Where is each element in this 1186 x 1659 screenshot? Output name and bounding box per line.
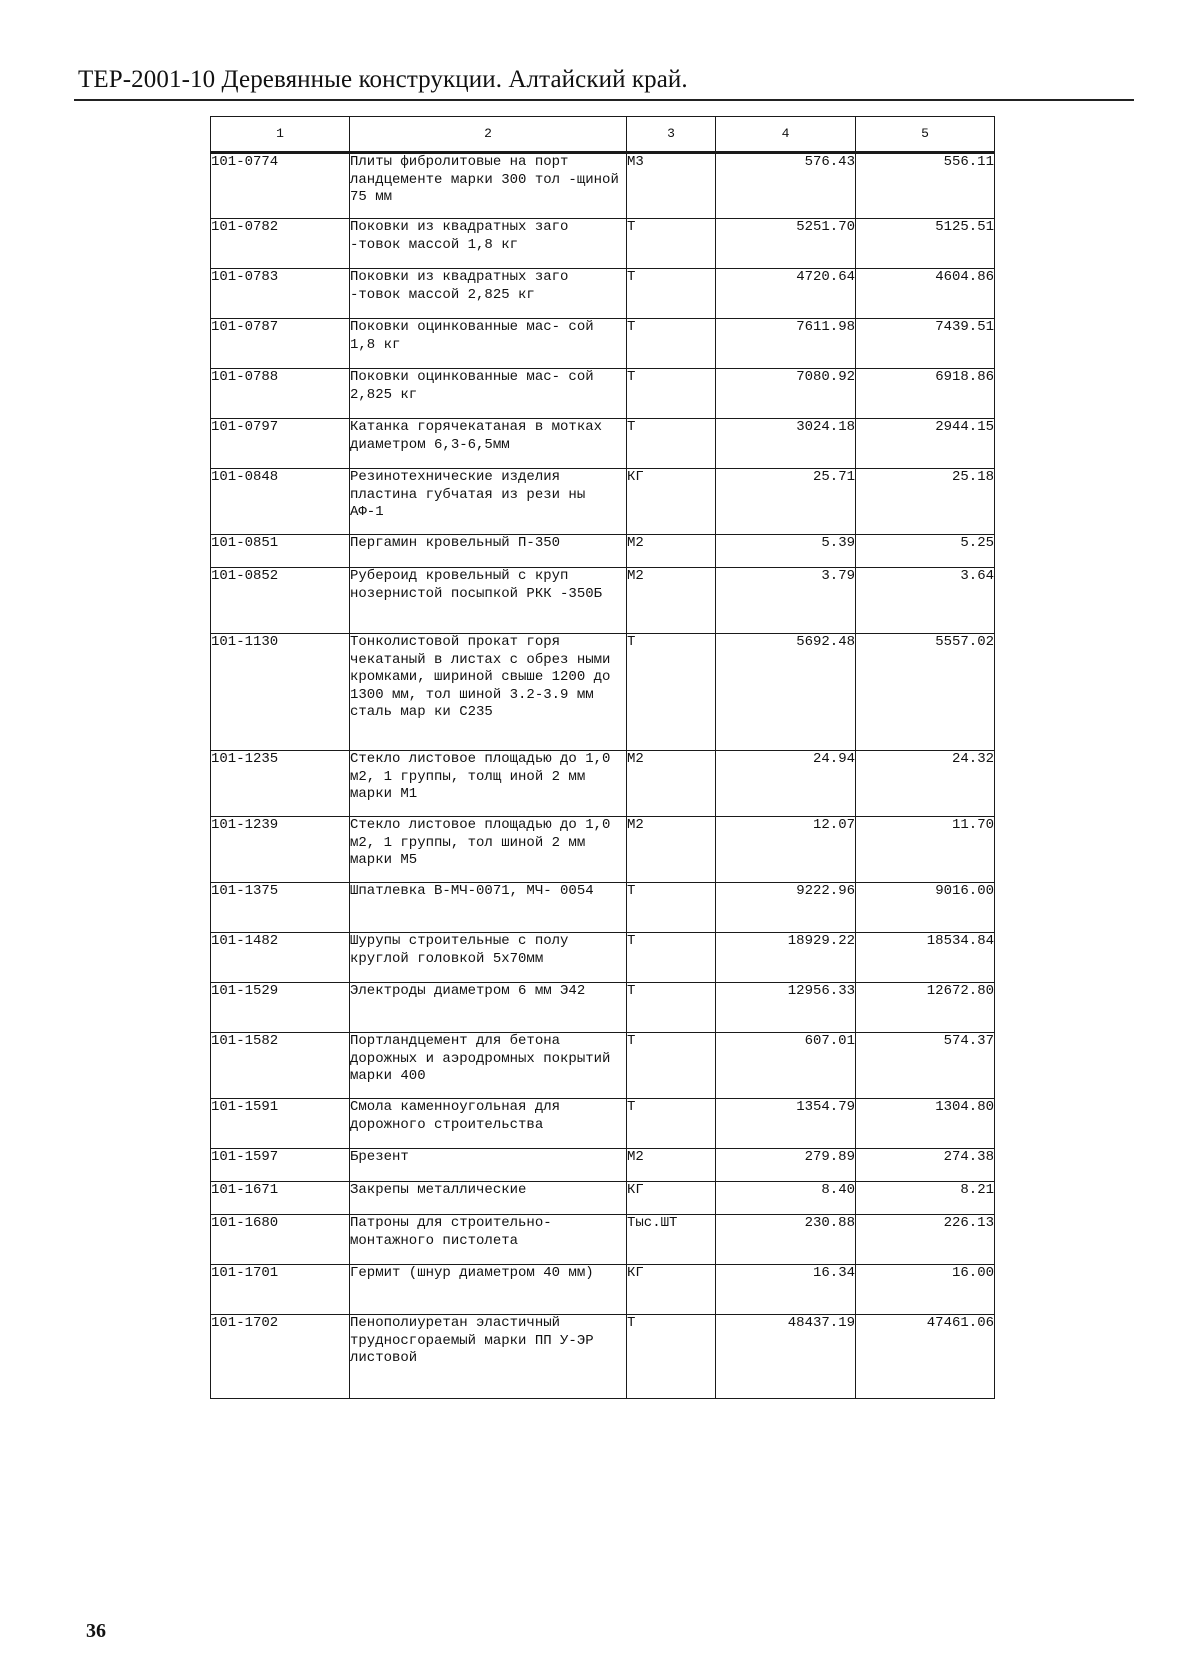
price-column-5: 6918.86 xyxy=(856,369,995,419)
table-row xyxy=(211,469,995,535)
material-name: Рубероид кровельный с круп нозернистой посыпкой РКК -350Б xyxy=(350,568,627,634)
material-code: 101-0848 xyxy=(211,469,350,535)
material-name: Плиты фибролитовые на порт ландцементе марки 300 тол -щиной 75 мм xyxy=(350,153,627,219)
material-code: 101-1130 xyxy=(211,634,350,751)
price-column-5: 1304.80 xyxy=(856,1099,995,1149)
price-column-5: 5557.02 xyxy=(856,634,995,751)
price-column-4: 48437.19 xyxy=(716,1315,856,1399)
table-row xyxy=(211,883,995,933)
price-column-4: 8.40 xyxy=(716,1182,856,1215)
unit-of-measure: М3 xyxy=(627,153,716,219)
table-row xyxy=(211,1033,995,1099)
material-code: 101-1680 xyxy=(211,1215,350,1265)
unit-of-measure: КГ xyxy=(627,469,716,535)
price-column-5: 3.64 xyxy=(856,568,995,634)
price-column-5: 9016.00 xyxy=(856,883,995,933)
price-column-4: 9222.96 xyxy=(716,883,856,933)
material-code: 101-1375 xyxy=(211,883,350,933)
material-name: Стекло листовое площадью до 1,0 м2, 1 группы, тол шиной 2 мм марки М5 xyxy=(350,817,627,883)
unit-of-measure: Т xyxy=(627,983,716,1033)
table-row xyxy=(211,319,995,369)
price-column-5: 18534.84 xyxy=(856,933,995,983)
table-row xyxy=(211,568,995,634)
material-name: Поковки оцинкованные мас- сой 2,825 кг xyxy=(350,369,627,419)
table-row xyxy=(211,1265,995,1315)
material-name: Смола каменноугольная для дорожного строительства xyxy=(350,1099,627,1149)
table-row xyxy=(211,535,995,568)
price-column-4: 7611.98 xyxy=(716,319,856,369)
price-column-4: 5251.70 xyxy=(716,219,856,269)
price-column-4: 5.39 xyxy=(716,535,856,568)
unit-of-measure: Т xyxy=(627,1315,716,1399)
material-name: Брезент xyxy=(350,1149,627,1182)
material-code: 101-1597 xyxy=(211,1149,350,1182)
material-code: 101-0783 xyxy=(211,269,350,319)
price-column-4: 25.71 xyxy=(716,469,856,535)
material-code: 101-1702 xyxy=(211,1315,350,1399)
material-code: 101-1671 xyxy=(211,1182,350,1215)
material-code: 101-0782 xyxy=(211,219,350,269)
material-name: Стекло листовое площадью до 1,0 м2, 1 группы, толщ иной 2 мм марки М1 xyxy=(350,751,627,817)
material-code: 101-0852 xyxy=(211,568,350,634)
unit-of-measure: Т xyxy=(627,1099,716,1149)
table-body xyxy=(211,153,995,1399)
price-column-4: 3.79 xyxy=(716,568,856,634)
table-row xyxy=(211,1149,995,1182)
unit-of-measure: М2 xyxy=(627,1149,716,1182)
material-name: Электроды диаметром 6 мм Э42 xyxy=(350,983,627,1033)
material-name: Портландцемент для бетона дорожных и аэродромных покрытий марки 400 xyxy=(350,1033,627,1099)
unit-of-measure: Т xyxy=(627,219,716,269)
table-row xyxy=(211,933,995,983)
material-code: 101-0787 xyxy=(211,319,350,369)
material-name: Поковки оцинкованные мас- сой 1,8 кг xyxy=(350,319,627,369)
table-row xyxy=(211,269,995,319)
price-column-4: 3024.18 xyxy=(716,419,856,469)
material-name: Закрепы металлические xyxy=(350,1182,627,1215)
unit-of-measure: Т xyxy=(627,269,716,319)
material-code: 101-0797 xyxy=(211,419,350,469)
price-column-4: 4720.64 xyxy=(716,269,856,319)
unit-of-measure: М2 xyxy=(627,751,716,817)
unit-of-measure: М2 xyxy=(627,535,716,568)
price-column-5: 5125.51 xyxy=(856,219,995,269)
price-column-5: 5.25 xyxy=(856,535,995,568)
unit-of-measure: Т xyxy=(627,933,716,983)
material-code: 101-0788 xyxy=(211,369,350,419)
unit-of-measure: М2 xyxy=(627,568,716,634)
unit-of-measure: Т xyxy=(627,1033,716,1099)
material-code: 101-0851 xyxy=(211,535,350,568)
page-title: ТЕР-2001-10 Деревянные конструкции. Алтайский край. xyxy=(78,66,688,93)
unit-of-measure: Т xyxy=(627,634,716,751)
material-code: 101-1591 xyxy=(211,1099,350,1149)
price-column-5: 16.00 xyxy=(856,1265,995,1315)
price-column-4: 18929.22 xyxy=(716,933,856,983)
material-name: Шурупы строительные с полу круглой головкой 5х70мм xyxy=(350,933,627,983)
price-column-5: 574.37 xyxy=(856,1033,995,1099)
price-column-5: 226.13 xyxy=(856,1215,995,1265)
unit-of-measure: Т xyxy=(627,883,716,933)
material-code: 101-1239 xyxy=(211,817,350,883)
price-column-4: 24.94 xyxy=(716,751,856,817)
material-name: Шпатлевка В-МЧ-0071, МЧ- 0054 xyxy=(350,883,627,933)
price-column-4: 230.88 xyxy=(716,1215,856,1265)
unit-of-measure: Тыс.ШТ xyxy=(627,1215,716,1265)
material-name: Резинотехнические изделия пластина губчатая из рези ны АФ-1 xyxy=(350,469,627,535)
material-code: 101-1482 xyxy=(211,933,350,983)
column-header-5: 5 xyxy=(856,117,995,153)
price-column-4: 576.43 xyxy=(716,153,856,219)
material-name: Пергамин кровельный П-350 xyxy=(350,535,627,568)
price-column-4: 12956.33 xyxy=(716,983,856,1033)
unit-of-measure: М2 xyxy=(627,817,716,883)
material-code: 101-1529 xyxy=(211,983,350,1033)
material-name: Тонколистовой прокат горя чекатаный в листах с обрез ными кромками, шириной свыше 1200 до 1300 мм, тол шиной 3.2-3.9 мм сталь мар ки С235 xyxy=(350,634,627,751)
price-column-4: 12.07 xyxy=(716,817,856,883)
material-name: Гермит (шнур диаметром 40 мм) xyxy=(350,1265,627,1315)
unit-of-measure: Т xyxy=(627,369,716,419)
column-header-4: 4 xyxy=(716,117,856,153)
price-column-5: 556.11 xyxy=(856,153,995,219)
price-column-4: 1354.79 xyxy=(716,1099,856,1149)
table-row xyxy=(211,1315,995,1399)
unit-of-measure: Т xyxy=(627,419,716,469)
price-column-4: 279.89 xyxy=(716,1149,856,1182)
unit-of-measure: КГ xyxy=(627,1182,716,1215)
material-name: Катанка горячекатаная в мотках диаметром 6,3-6,5мм xyxy=(350,419,627,469)
material-code: 101-1235 xyxy=(211,751,350,817)
table-row xyxy=(211,817,995,883)
table-row xyxy=(211,153,995,219)
price-column-5: 24.32 xyxy=(856,751,995,817)
price-column-5: 12672.80 xyxy=(856,983,995,1033)
column-header-1: 1 xyxy=(211,117,350,153)
table-row xyxy=(211,751,995,817)
price-column-4: 5692.48 xyxy=(716,634,856,751)
table-row xyxy=(211,983,995,1033)
table-row xyxy=(211,1215,995,1265)
price-column-5: 11.70 xyxy=(856,817,995,883)
column-header-2: 2 xyxy=(350,117,627,153)
header-divider xyxy=(74,99,1134,101)
price-column-4: 16.34 xyxy=(716,1265,856,1315)
price-column-5: 274.38 xyxy=(856,1149,995,1182)
price-column-5: 8.21 xyxy=(856,1182,995,1215)
column-header-3: 3 xyxy=(627,117,716,153)
materials-price-table xyxy=(210,116,995,1399)
price-column-5: 4604.86 xyxy=(856,269,995,319)
material-name: Поковки из квадратных заго -товок массой 2,825 кг xyxy=(350,269,627,319)
page-number: 36 xyxy=(86,1620,106,1642)
material-code: 101-1582 xyxy=(211,1033,350,1099)
unit-of-measure: Т xyxy=(627,319,716,369)
table-row xyxy=(211,419,995,469)
price-column-5: 2944.15 xyxy=(856,419,995,469)
material-name: Поковки из квадратных заго -товок массой 1,8 кг xyxy=(350,219,627,269)
material-name: Патроны для строительно- монтажного пистолета xyxy=(350,1215,627,1265)
price-column-5: 47461.06 xyxy=(856,1315,995,1399)
price-column-4: 7080.92 xyxy=(716,369,856,419)
table-row xyxy=(211,369,995,419)
table-row xyxy=(211,1099,995,1149)
material-code: 101-1701 xyxy=(211,1265,350,1315)
unit-of-measure: КГ xyxy=(627,1265,716,1315)
table-row xyxy=(211,1182,995,1215)
price-column-5: 25.18 xyxy=(856,469,995,535)
price-column-5: 7439.51 xyxy=(856,319,995,369)
material-name: Пенополиуретан эластичный трудносгораемый марки ПП У-ЭР листовой xyxy=(350,1315,627,1399)
table-row xyxy=(211,634,995,751)
table-row xyxy=(211,219,995,269)
price-column-4: 607.01 xyxy=(716,1033,856,1099)
column-number-row xyxy=(211,117,995,153)
material-code: 101-0774 xyxy=(211,153,350,219)
